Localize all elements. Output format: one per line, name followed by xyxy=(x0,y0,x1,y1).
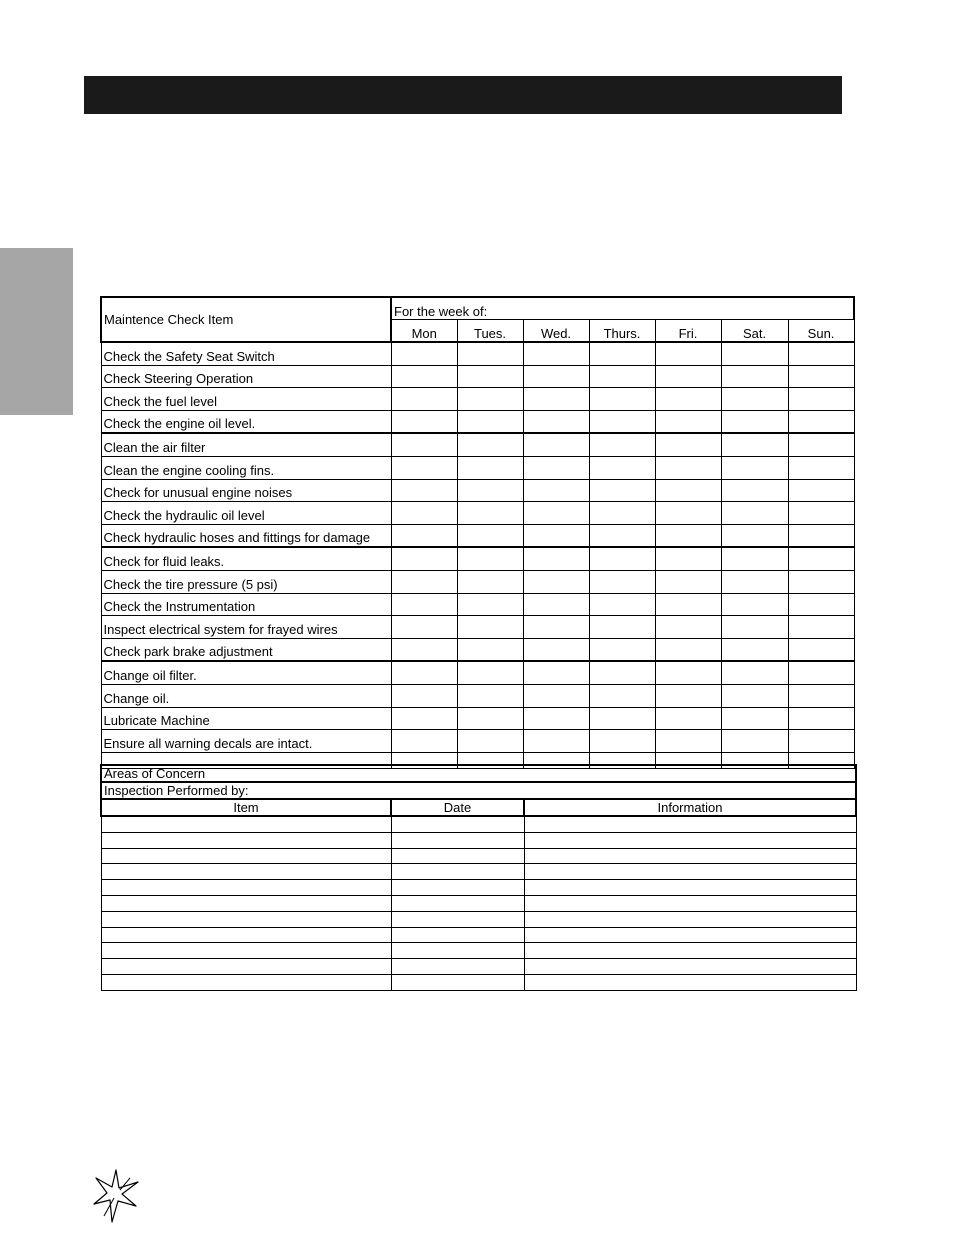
check-cell[interactable] xyxy=(523,661,589,684)
check-cell[interactable] xyxy=(655,388,721,411)
checklist-body xyxy=(101,342,854,768)
concern-cell[interactable] xyxy=(524,864,856,880)
concern-cell[interactable] xyxy=(101,816,391,832)
checklist-item-label: Clean the air filter xyxy=(101,433,391,456)
check-cell[interactable] xyxy=(589,638,655,661)
concern-row xyxy=(101,943,856,959)
check-cell[interactable] xyxy=(655,502,721,525)
check-cell[interactable] xyxy=(721,707,788,730)
concern-cell[interactable] xyxy=(391,864,524,880)
checklist-item-label: Check the tire pressure (5 psi) xyxy=(101,570,391,593)
concern-cell[interactable] xyxy=(101,832,391,848)
check-cell[interactable] xyxy=(391,707,457,730)
checklist-item-label: Lubricate Machine xyxy=(101,707,391,730)
check-cell[interactable] xyxy=(655,365,721,388)
check-cell[interactable] xyxy=(457,388,523,411)
concern-cell[interactable] xyxy=(524,880,856,896)
concern-cell[interactable] xyxy=(101,943,391,959)
check-cell[interactable] xyxy=(655,593,721,616)
checklist-item-label: Check hydraulic hoses and fittings for damage xyxy=(101,524,391,547)
checklist-item-label: Clean the engine cooling fins. xyxy=(101,456,391,479)
check-cell[interactable] xyxy=(721,661,788,684)
check-cell[interactable] xyxy=(589,388,655,411)
check-cell[interactable] xyxy=(457,342,523,365)
concern-cell[interactable] xyxy=(391,832,524,848)
check-cell[interactable] xyxy=(523,570,589,593)
check-cell[interactable] xyxy=(589,524,655,547)
check-cell[interactable] xyxy=(788,524,854,547)
day-header-4: Fri. xyxy=(655,320,721,343)
concern-header-row xyxy=(101,799,856,816)
check-cell[interactable] xyxy=(655,616,721,639)
concern-cell[interactable] xyxy=(101,880,391,896)
check-cell[interactable] xyxy=(788,342,854,365)
check-cell[interactable] xyxy=(457,638,523,661)
check-cell[interactable] xyxy=(589,479,655,502)
checklist-row xyxy=(101,365,854,388)
check-cell[interactable] xyxy=(589,433,655,456)
check-cell[interactable] xyxy=(788,388,854,411)
checklist-row xyxy=(101,547,854,570)
check-cell[interactable] xyxy=(391,410,457,433)
concern-cell[interactable] xyxy=(391,816,524,832)
check-cell[interactable] xyxy=(457,433,523,456)
concern-cell[interactable] xyxy=(391,895,524,911)
concern-row xyxy=(101,832,856,848)
concern-row xyxy=(101,895,856,911)
check-cell[interactable] xyxy=(523,479,589,502)
check-cell[interactable] xyxy=(589,707,655,730)
checklist-row xyxy=(101,570,854,593)
concern-column-header-2: Information xyxy=(524,799,856,816)
checklist-item-label: Ensure all warning decals are intact. xyxy=(101,730,391,753)
check-cell[interactable] xyxy=(655,342,721,365)
check-cell[interactable] xyxy=(589,730,655,753)
check-cell[interactable] xyxy=(721,410,788,433)
check-cell[interactable] xyxy=(721,524,788,547)
check-cell[interactable] xyxy=(523,410,589,433)
day-header-2: Wed. xyxy=(523,320,589,343)
concern-row xyxy=(101,864,856,880)
check-cell[interactable] xyxy=(391,684,457,707)
check-cell[interactable] xyxy=(655,684,721,707)
checklist-item-label: Inspect electrical system for frayed wires xyxy=(101,616,391,639)
check-cell[interactable] xyxy=(589,684,655,707)
check-cell[interactable] xyxy=(523,502,589,525)
concern-cell[interactable] xyxy=(101,959,391,975)
week-of-field[interactable]: For the week of: xyxy=(391,297,854,320)
check-cell[interactable] xyxy=(523,638,589,661)
check-cell[interactable] xyxy=(721,638,788,661)
check-cell[interactable] xyxy=(721,365,788,388)
check-cell[interactable] xyxy=(589,547,655,570)
checklist-row xyxy=(101,524,854,547)
checklist-row xyxy=(101,479,854,502)
check-cell[interactable] xyxy=(788,661,854,684)
checklist-item-label: Check Steering Operation xyxy=(101,365,391,388)
check-cell[interactable] xyxy=(457,616,523,639)
section-title-bar xyxy=(84,76,842,114)
check-cell[interactable] xyxy=(589,570,655,593)
check-cell[interactable] xyxy=(523,524,589,547)
check-cell[interactable] xyxy=(788,593,854,616)
check-cell[interactable] xyxy=(523,730,589,753)
check-cell[interactable] xyxy=(655,524,721,547)
concern-cell[interactable] xyxy=(101,974,391,990)
check-cell[interactable] xyxy=(721,547,788,570)
concern-cell[interactable] xyxy=(524,959,856,975)
check-cell[interactable] xyxy=(391,547,457,570)
concern-cell[interactable] xyxy=(391,927,524,943)
check-cell[interactable] xyxy=(589,365,655,388)
concern-cell[interactable] xyxy=(524,974,856,990)
concern-row xyxy=(101,816,856,832)
concern-cell[interactable] xyxy=(101,927,391,943)
checklist-item-label: Check the Safety Seat Switch xyxy=(101,342,391,365)
check-cell[interactable] xyxy=(788,730,854,753)
checklist-row xyxy=(101,707,854,730)
check-cell[interactable] xyxy=(788,410,854,433)
inspection-performed-by-field[interactable]: Inspection Performed by: xyxy=(101,782,856,799)
check-cell[interactable] xyxy=(457,661,523,684)
check-cell[interactable] xyxy=(391,433,457,456)
check-cell[interactable] xyxy=(655,479,721,502)
check-cell[interactable] xyxy=(721,616,788,639)
check-cell[interactable] xyxy=(523,707,589,730)
check-cell[interactable] xyxy=(721,433,788,456)
check-cell[interactable] xyxy=(523,342,589,365)
concern-cell[interactable] xyxy=(524,943,856,959)
check-cell[interactable] xyxy=(457,410,523,433)
check-cell[interactable] xyxy=(391,616,457,639)
concern-cell[interactable] xyxy=(524,848,856,864)
check-cell[interactable] xyxy=(655,547,721,570)
concern-row xyxy=(101,959,856,975)
concern-column-header-1: Date xyxy=(391,799,524,816)
checklist-item-label: Check the hydraulic oil level xyxy=(101,502,391,525)
checklist-row xyxy=(101,433,854,456)
check-cell[interactable] xyxy=(721,388,788,411)
check-cell[interactable] xyxy=(457,547,523,570)
concern-row xyxy=(101,880,856,896)
checklist-item-label: Check the fuel level xyxy=(101,388,391,411)
checklist-item-label: Change oil. xyxy=(101,684,391,707)
star-burst-logo-icon xyxy=(90,1168,142,1224)
concern-cell[interactable] xyxy=(524,816,856,832)
concern-row xyxy=(101,927,856,943)
concern-row xyxy=(101,911,856,927)
day-header-6: Sun. xyxy=(788,320,854,343)
check-cell[interactable] xyxy=(523,547,589,570)
checklist-item-label: Check park brake adjustment xyxy=(101,638,391,661)
concern-cell[interactable] xyxy=(524,927,856,943)
check-cell[interactable] xyxy=(589,456,655,479)
check-cell[interactable] xyxy=(391,730,457,753)
concern-cell[interactable] xyxy=(391,880,524,896)
check-cell[interactable] xyxy=(391,570,457,593)
check-cell[interactable] xyxy=(655,410,721,433)
check-cell[interactable] xyxy=(655,570,721,593)
checklist-row xyxy=(101,661,854,684)
checklist-item-label: Check the engine oil level. xyxy=(101,410,391,433)
check-cell[interactable] xyxy=(457,365,523,388)
check-cell[interactable] xyxy=(391,502,457,525)
check-cell[interactable] xyxy=(589,410,655,433)
check-cell[interactable] xyxy=(457,593,523,616)
check-cell[interactable] xyxy=(721,593,788,616)
check-cell[interactable] xyxy=(457,456,523,479)
check-cell[interactable] xyxy=(391,661,457,684)
checklist-row xyxy=(101,730,854,753)
areas-of-concern-label: Areas of Concern xyxy=(101,765,856,782)
day-header-0: Mon xyxy=(391,320,457,343)
check-cell[interactable] xyxy=(721,730,788,753)
checklist-row xyxy=(101,410,854,433)
check-cell[interactable] xyxy=(721,570,788,593)
concern-cell[interactable] xyxy=(391,943,524,959)
checklist-item-label: Check for fluid leaks. xyxy=(101,547,391,570)
concern-cell[interactable] xyxy=(391,911,524,927)
concern-cell[interactable] xyxy=(101,911,391,927)
check-cell[interactable] xyxy=(788,547,854,570)
check-cell[interactable] xyxy=(523,388,589,411)
check-cell[interactable] xyxy=(788,570,854,593)
check-cell[interactable] xyxy=(457,479,523,502)
check-cell[interactable] xyxy=(655,661,721,684)
checklist-item-label: Check for unusual engine noises xyxy=(101,479,391,502)
concern-cell[interactable] xyxy=(101,864,391,880)
check-cell[interactable] xyxy=(391,342,457,365)
day-header-5: Sat. xyxy=(721,320,788,343)
check-cell[interactable] xyxy=(391,365,457,388)
check-cell[interactable] xyxy=(788,365,854,388)
concern-cell[interactable] xyxy=(101,895,391,911)
side-tab xyxy=(0,248,73,415)
check-cell[interactable] xyxy=(655,730,721,753)
check-cell[interactable] xyxy=(457,524,523,547)
day-header-1: Tues. xyxy=(457,320,523,343)
check-cell[interactable] xyxy=(788,456,854,479)
check-cell[interactable] xyxy=(655,638,721,661)
checklist-row xyxy=(101,388,854,411)
check-cell[interactable] xyxy=(457,502,523,525)
check-cell[interactable] xyxy=(788,502,854,525)
concern-cell[interactable] xyxy=(524,895,856,911)
check-cell[interactable] xyxy=(721,684,788,707)
concern-cell[interactable] xyxy=(391,848,524,864)
check-cell[interactable] xyxy=(655,456,721,479)
check-cell[interactable] xyxy=(788,684,854,707)
check-cell[interactable] xyxy=(721,456,788,479)
check-cell[interactable] xyxy=(523,365,589,388)
check-cell[interactable] xyxy=(788,479,854,502)
maintenance-checklist-table xyxy=(100,296,855,769)
checklist-item-label: Change oil filter. xyxy=(101,661,391,684)
check-cell[interactable] xyxy=(523,684,589,707)
checklist-row xyxy=(101,638,854,661)
checklist-row xyxy=(101,684,854,707)
check-cell[interactable] xyxy=(589,342,655,365)
check-cell[interactable] xyxy=(391,479,457,502)
concern-cell[interactable] xyxy=(524,832,856,848)
check-cell[interactable] xyxy=(391,456,457,479)
check-cell[interactable] xyxy=(523,456,589,479)
check-cell[interactable] xyxy=(589,502,655,525)
check-cell[interactable] xyxy=(655,433,721,456)
check-cell[interactable] xyxy=(457,707,523,730)
check-cell[interactable] xyxy=(391,593,457,616)
check-cell[interactable] xyxy=(721,502,788,525)
concern-cell[interactable] xyxy=(391,974,524,990)
areas-of-concern-table xyxy=(100,764,857,991)
concern-column-header-0: Item xyxy=(101,799,391,816)
checklist-row xyxy=(101,593,854,616)
checklist-row xyxy=(101,616,854,639)
check-cell[interactable] xyxy=(391,388,457,411)
check-cell[interactable] xyxy=(589,593,655,616)
check-cell[interactable] xyxy=(788,638,854,661)
check-cell[interactable] xyxy=(523,616,589,639)
check-cell[interactable] xyxy=(655,707,721,730)
day-header-3: Thurs. xyxy=(589,320,655,343)
concern-row xyxy=(101,848,856,864)
check-cell[interactable] xyxy=(589,616,655,639)
checklist-row xyxy=(101,342,854,365)
concern-cell[interactable] xyxy=(524,911,856,927)
checklist-item-label: Check the Instrumentation xyxy=(101,593,391,616)
checklist-row xyxy=(101,456,854,479)
check-cell[interactable] xyxy=(721,342,788,365)
item-column-header: Maintence Check Item xyxy=(101,297,391,342)
checklist-row xyxy=(101,502,854,525)
concern-row xyxy=(101,974,856,990)
check-cell[interactable] xyxy=(523,593,589,616)
check-cell[interactable] xyxy=(589,661,655,684)
check-cell[interactable] xyxy=(391,638,457,661)
check-cell[interactable] xyxy=(523,433,589,456)
concern-cell[interactable] xyxy=(101,848,391,864)
check-cell[interactable] xyxy=(788,433,854,456)
check-cell[interactable] xyxy=(391,524,457,547)
check-cell[interactable] xyxy=(788,707,854,730)
concern-cell[interactable] xyxy=(391,959,524,975)
check-cell[interactable] xyxy=(788,616,854,639)
check-cell[interactable] xyxy=(457,730,523,753)
check-cell[interactable] xyxy=(457,684,523,707)
check-cell[interactable] xyxy=(457,570,523,593)
check-cell[interactable] xyxy=(721,479,788,502)
